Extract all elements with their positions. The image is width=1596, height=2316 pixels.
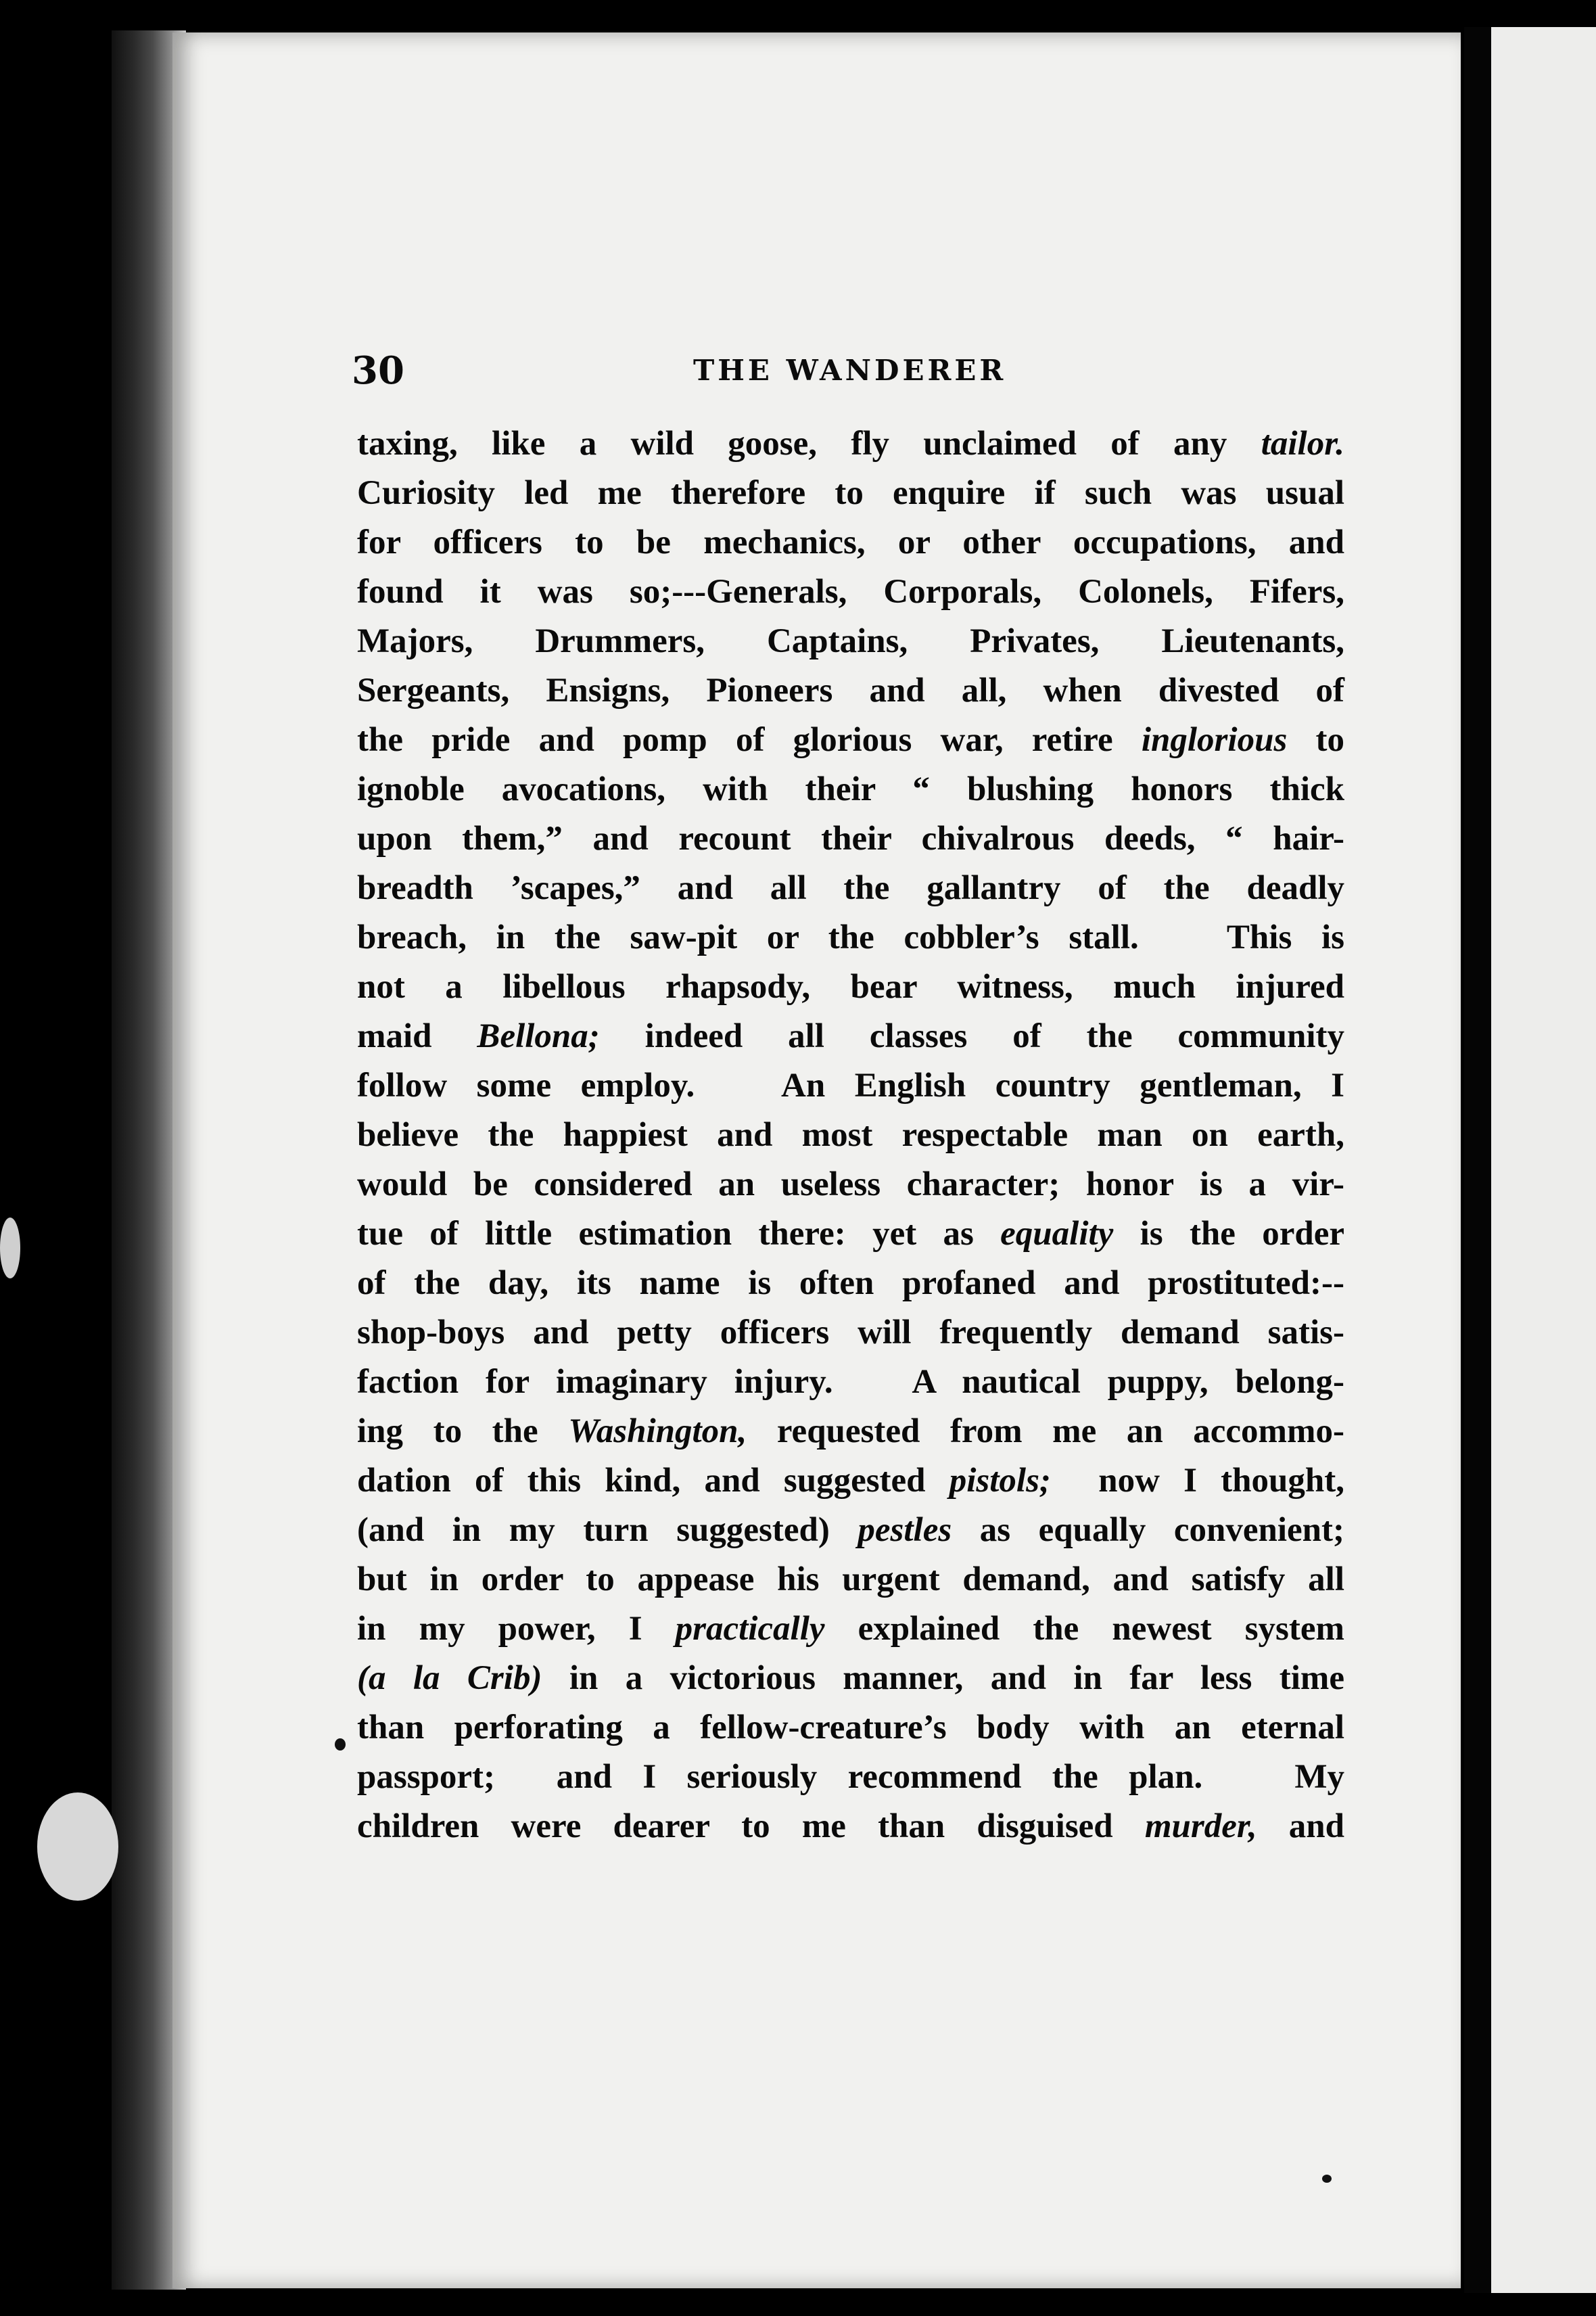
- text-line: [357, 1209, 1344, 1259]
- text-span: in a victorious manner, and in far less time: [542, 1659, 1344, 1697]
- text-span: taxing, like a wild goose, fly unclaimed of any: [357, 425, 1261, 463]
- text-span: of the day, its name is often profaned and prostituted:--: [357, 1264, 1344, 1302]
- text-line: [357, 814, 1344, 864]
- text-span: now I thought,: [1050, 1462, 1344, 1500]
- ink-dot: [335, 1738, 346, 1751]
- text-line: [357, 1358, 1344, 1407]
- ink-dot: [1322, 2175, 1332, 2183]
- text-span: requested from me an accommo-: [747, 1412, 1345, 1450]
- text-span: breadth ’scapes,” and all the gallantry of the deadly: [357, 869, 1344, 907]
- text-span: follow some employ. An English country gentleman, I: [357, 1067, 1344, 1105]
- text-line: [357, 518, 1344, 568]
- italic-text: (a la Crib): [357, 1659, 542, 1697]
- italic-text: pestles: [858, 1511, 952, 1549]
- page-number: 30: [352, 348, 404, 393]
- paper-damage-speck: [37, 1792, 118, 1901]
- text-span: faction for imaginary injury. A nautical puppy, belong-: [357, 1363, 1344, 1401]
- text-line: [357, 1111, 1344, 1160]
- text-line: [357, 1259, 1344, 1308]
- text-line: [357, 913, 1344, 963]
- text-line: [357, 1802, 1344, 1851]
- text-line: [357, 963, 1344, 1012]
- text-span: (and in my turn suggested): [357, 1511, 858, 1549]
- text-line: [357, 1407, 1344, 1456]
- text-span: passport; and I seriously recommend the plan. My: [357, 1758, 1344, 1796]
- text-line: [357, 1753, 1344, 1802]
- text-line: [357, 469, 1344, 518]
- text-line: [357, 1555, 1344, 1604]
- text-line: [357, 864, 1344, 913]
- text-line: [357, 765, 1344, 814]
- text-span: than perforating a fellow-creature’s body with an eternal: [357, 1709, 1344, 1746]
- text-span: would be considered an useless character; honor is a vir-: [357, 1165, 1344, 1203]
- text-span: believe the happiest and most respectable man on earth,: [357, 1116, 1344, 1154]
- text-line: [357, 568, 1344, 617]
- italic-text: equality: [1000, 1215, 1114, 1253]
- text-line: [357, 1012, 1344, 1061]
- text-span: but in order to appease his urgent demand, and satisfy all: [357, 1560, 1344, 1598]
- text-span: the pride and pomp of glorious war, retire: [357, 721, 1142, 759]
- text-span: Sergeants, Ensigns, Pioneers and all, when divested of: [357, 672, 1344, 710]
- text-line: [357, 1308, 1344, 1358]
- italic-text: practically: [675, 1610, 825, 1648]
- book-title: THE WANDERER: [693, 354, 1007, 387]
- text-span: breach, in the saw-pit or the cobbler’s stall. This is: [357, 919, 1344, 956]
- italic-text: tailor.: [1261, 425, 1344, 463]
- text-span: not a libellous rhapsody, bear witness, much injured: [357, 968, 1344, 1006]
- text-line: [357, 1703, 1344, 1753]
- text-line: [357, 1160, 1344, 1209]
- italic-text: inglorious: [1141, 721, 1288, 759]
- paper-damage-speck: [0, 1218, 20, 1278]
- text-span: in my power, I: [357, 1610, 676, 1648]
- text-span: for officers to be mechanics, or other occupations, and: [357, 524, 1344, 561]
- text-line: [357, 1604, 1344, 1654]
- text-line: [357, 419, 1344, 469]
- text-line: [357, 666, 1344, 716]
- text-span: ignoble avocations, with their “ blushing honors thick: [357, 770, 1344, 808]
- text-span: Majors, Drummers, Captains, Privates, Lieutenants,: [357, 622, 1344, 660]
- text-span: is the order: [1113, 1215, 1345, 1253]
- text-span: explained the newest system: [824, 1610, 1344, 1648]
- italic-text: Bellona;: [477, 1017, 600, 1055]
- text-span: as equally convenient;: [952, 1511, 1344, 1549]
- text-span: shop-boys and petty officers will frequently demand satis-: [357, 1314, 1344, 1351]
- text-line: [357, 716, 1344, 765]
- page-gutter: [1464, 27, 1491, 2293]
- text-span: to: [1287, 721, 1344, 759]
- text-span: tue of little estimation there: yet as: [357, 1215, 1001, 1253]
- text-span: children were dearer to me than disguised: [357, 1807, 1145, 1845]
- italic-text: murder,: [1144, 1807, 1257, 1845]
- text-span: and: [1257, 1807, 1344, 1845]
- text-span: ing to the: [357, 1412, 569, 1450]
- text-span: found it was so;---Generals, Corporals, Colonels, Fifers,: [357, 573, 1344, 611]
- text-span: upon them,” and recount their chivalrous deeds, “ hair-: [357, 820, 1344, 858]
- text-line: [357, 1061, 1344, 1111]
- italic-text: pistols;: [949, 1462, 1051, 1500]
- facing-page-edge: [1491, 27, 1596, 2293]
- running-head: [352, 348, 1325, 396]
- text-span: Curiosity led me therefore to enquire if such was usual: [357, 474, 1344, 512]
- text-line: [357, 1654, 1344, 1703]
- body-text: [357, 419, 1344, 1851]
- italic-text: Washington,: [568, 1412, 747, 1450]
- text-span: dation of this kind, and suggested: [357, 1462, 949, 1500]
- text-line: [357, 617, 1344, 666]
- text-span: indeed all classes of the community: [599, 1017, 1344, 1055]
- text-span: maid: [357, 1017, 477, 1055]
- text-line: [357, 1506, 1344, 1555]
- text-line: [357, 1456, 1344, 1506]
